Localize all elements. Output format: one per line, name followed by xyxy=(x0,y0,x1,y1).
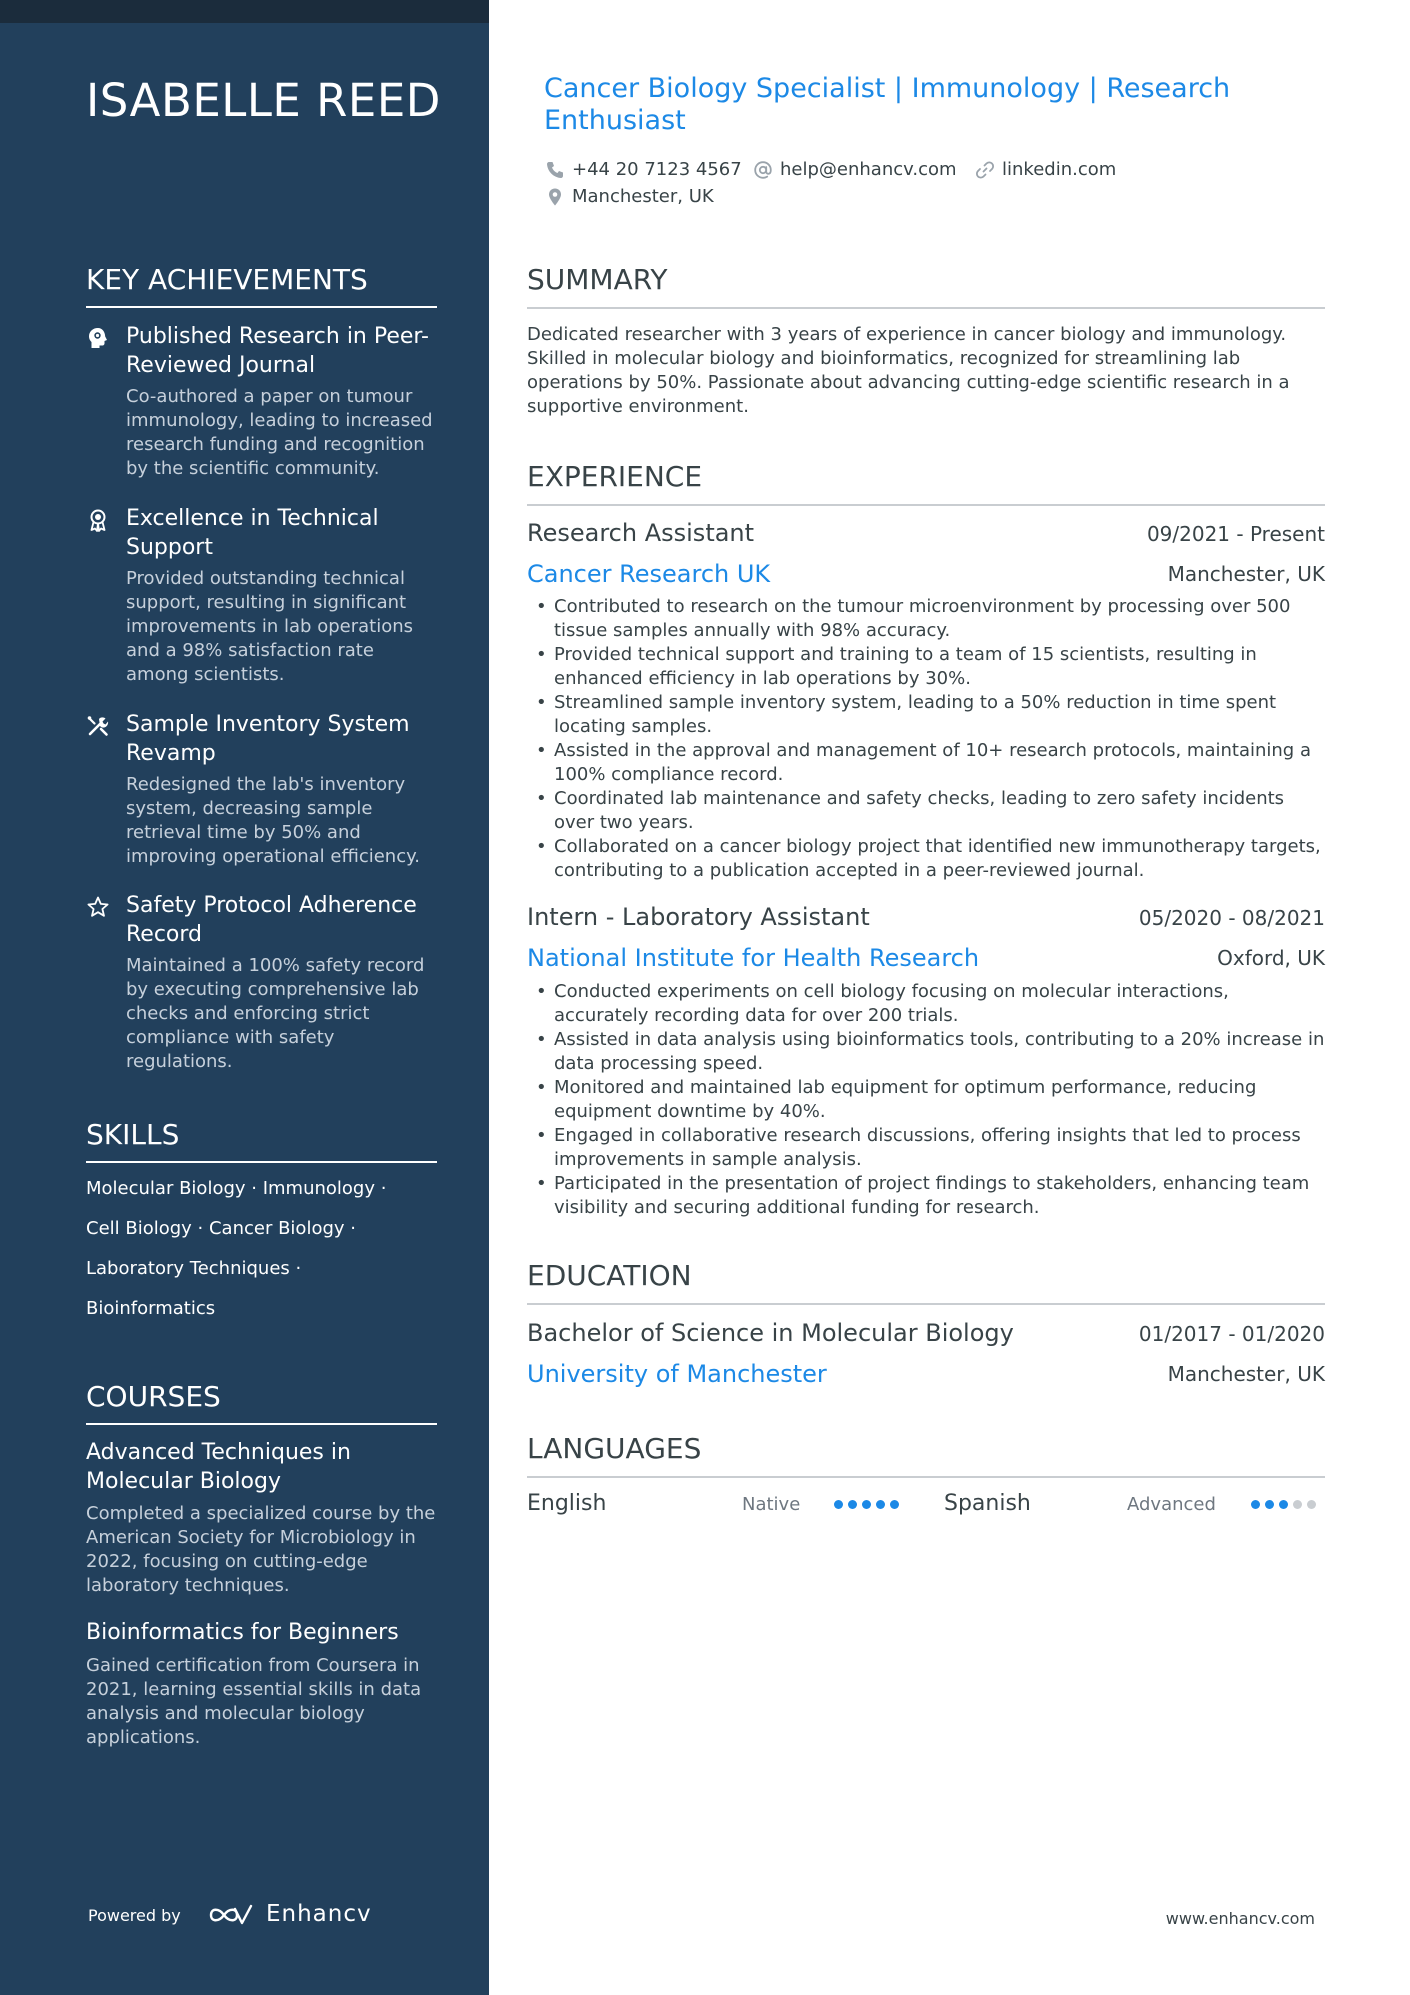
powered-by-label: Powered by xyxy=(88,1906,181,1925)
skills-section-title: SKILLS xyxy=(86,1118,437,1163)
location-pin-icon xyxy=(545,187,565,207)
achievement-description: Redesigned the lab's inventory system, decreasing sample retrieval time by 50% and improving operational efficiency. xyxy=(126,774,420,867)
enhancv-brand-name: Enhancv xyxy=(266,1901,372,1927)
rating-dot-filled xyxy=(890,1500,899,1509)
achievement-description: Provided outstanding technical support, resulting in significant improvements in lab operations and a 98% satisfaction rate among scientists. xyxy=(126,568,413,685)
achievement-item xyxy=(86,891,437,1081)
rating-dot-filled xyxy=(876,1500,885,1509)
job-bullet-list xyxy=(527,595,1325,883)
summary-text: Dedicated researcher with 3 years of experience in cancer biology and immunology. Skilled in molecular biology and bioinformatics, recognized for streamlining lab operations by 50%. Passionate about advancing cutting-edge scientific research in a supportive environment. xyxy=(527,324,1290,417)
star-icon xyxy=(86,895,110,919)
education-dates: 01/2017 - 01/2020 xyxy=(1138,1322,1325,1346)
achievement-title: Published Research in Peer-Reviewed Journal xyxy=(126,324,429,378)
job-title: Intern - Laboratory Assistant xyxy=(527,903,870,931)
rating-dot-empty xyxy=(1307,1500,1316,1509)
job-title: Research Assistant xyxy=(527,519,755,547)
at-sign-icon xyxy=(753,160,773,180)
link-icon xyxy=(975,160,995,180)
lightbulb-head-icon xyxy=(86,326,110,350)
degree-title: Bachelor of Science in Molecular Biology xyxy=(527,1319,1014,1347)
headline: Cancer Biology Specialist | Immunology | Research Enthusiast xyxy=(544,73,1231,136)
achievement-item xyxy=(86,504,437,694)
achievements-section-title: KEY ACHIEVEMENTS xyxy=(86,263,437,308)
course-description: Completed a specialized course by the American Society for Microbiology in 2022, focusing on cutting-edge laboratory techniques. xyxy=(86,1503,436,1596)
award-ribbon-icon xyxy=(86,508,110,532)
achievement-title: Sample Inventory System Revamp xyxy=(126,712,410,766)
achievement-description: Co-authored a paper on tumour immunology, leading to increased research funding and recognition by the scientific community. xyxy=(126,386,433,479)
sidebar xyxy=(0,0,489,1995)
job-bullet: • Streamlined sample inventory system, leading to a 50% reduction in time spent locating samples. xyxy=(527,691,1325,739)
phone-icon xyxy=(545,160,565,180)
job-bullet: • Engaged in collaborative research discussions, offering insights that led to process improvements in sample analysis. xyxy=(527,1124,1325,1172)
location-text: Manchester, UK xyxy=(572,186,714,207)
skill-line: Laboratory Techniques · xyxy=(86,1258,302,1279)
job-bullet: • Assisted in data analysis using bioinformatics tools, contributing to a 20% increase in data processing speed. xyxy=(527,1028,1325,1076)
job-bullet: • Coordinated lab maintenance and safety checks, leading to zero safety incidents over two years. xyxy=(527,787,1325,835)
skill-line: Bioinformatics xyxy=(86,1298,216,1319)
skill-line: Cell Biology · Cancer Biology · xyxy=(86,1218,356,1239)
job-bullet: • Provided technical support and training to a team of 15 scientists, resulting in enhanced efficiency in lab operations by 30%. xyxy=(527,643,1325,691)
job-location: Manchester, UK xyxy=(1167,562,1325,586)
course-description: Gained certification from Coursera in 2021, learning essential skills in data analysis and molecular biology applications. xyxy=(86,1655,422,1748)
job-company: Cancer Research UK xyxy=(527,560,771,588)
summary-section-title: SUMMARY xyxy=(527,263,1325,309)
experience-section-title: EXPERIENCE xyxy=(527,460,1325,506)
school-location: Manchester, UK xyxy=(1167,1362,1325,1386)
phone-text[interactable]: +44 20 7123 4567 xyxy=(572,159,742,180)
job-dates: 09/2021 - Present xyxy=(1146,522,1325,546)
job-location: Oxford, UK xyxy=(1217,946,1325,970)
job-bullet-list xyxy=(527,980,1325,1220)
rating-dot-filled xyxy=(834,1500,843,1509)
rating-dot-filled xyxy=(848,1500,857,1509)
achievement-item xyxy=(86,322,437,487)
language-rating xyxy=(1251,1500,1316,1509)
language-name: English xyxy=(527,1491,607,1516)
rating-dot-filled xyxy=(1265,1500,1274,1509)
courses-section-title: COURSES xyxy=(86,1380,437,1425)
achievement-title: Safety Protocol Adherence Record xyxy=(126,893,417,947)
languages-section-title: LANGUAGES xyxy=(527,1432,1325,1478)
rating-dot-empty xyxy=(1293,1500,1302,1509)
language-level: Advanced xyxy=(1127,1494,1216,1515)
job-bullet: • Monitored and maintained lab equipment for optimum performance, reducing equipment downtime by 40%. xyxy=(527,1076,1325,1124)
course-title: Advanced Techniques in Molecular Biology xyxy=(86,1440,351,1494)
job-bullet: • Collaborated on a cancer biology project that identified new immunotherapy targets, contributing to a publication accepted in a peer-reviewed journal. xyxy=(527,835,1325,883)
tools-icon xyxy=(86,714,110,738)
achievement-title: Excellence in Technical Support xyxy=(126,506,379,560)
sidebar-top-bar xyxy=(0,0,489,23)
rating-dot-filled xyxy=(1251,1500,1260,1509)
school-name: University of Manchester xyxy=(527,1360,827,1388)
achievement-description: Maintained a 100% safety record by executing comprehensive lab checks and enforcing strict compliance with safety regulations. xyxy=(126,955,425,1072)
rating-dot-filled xyxy=(1279,1500,1288,1509)
language-rating xyxy=(834,1500,899,1509)
language-level: Native xyxy=(742,1494,801,1515)
job-dates: 05/2020 - 08/2021 xyxy=(1138,906,1325,930)
linkedin-text[interactable]: linkedin.com xyxy=(1002,159,1117,180)
job-bullet: • Assisted in the approval and management of 10+ research protocols, maintaining a 100% compliance record. xyxy=(527,739,1325,787)
candidate-name: ISABELLE REED xyxy=(86,74,441,127)
course-title: Bioinformatics for Beginners xyxy=(86,1620,399,1645)
rating-dot-filled xyxy=(862,1500,871,1509)
email-text[interactable]: help@enhancv.com xyxy=(780,159,957,180)
enhancv-logo-icon xyxy=(208,1900,254,1930)
footer-url[interactable]: www.enhancv.com xyxy=(1165,1909,1315,1928)
job-bullet: • Participated in the presentation of project findings to stakeholders, enhancing team visibility and securing additional funding for research. xyxy=(527,1172,1325,1220)
achievement-item xyxy=(86,710,437,875)
job-bullet: • Contributed to research on the tumour microenvironment by processing over 500 tissue samples annually with 98% accuracy. xyxy=(527,595,1325,643)
education-section-title: EDUCATION xyxy=(527,1259,1325,1305)
job-bullet: • Conducted experiments on cell biology focusing on molecular interactions, accurately recording data for over 200 trials. xyxy=(527,980,1325,1028)
job-company: National Institute for Health Research xyxy=(527,944,980,972)
language-name: Spanish xyxy=(944,1491,1031,1516)
skill-line: Molecular Biology · Immunology · xyxy=(86,1178,387,1199)
